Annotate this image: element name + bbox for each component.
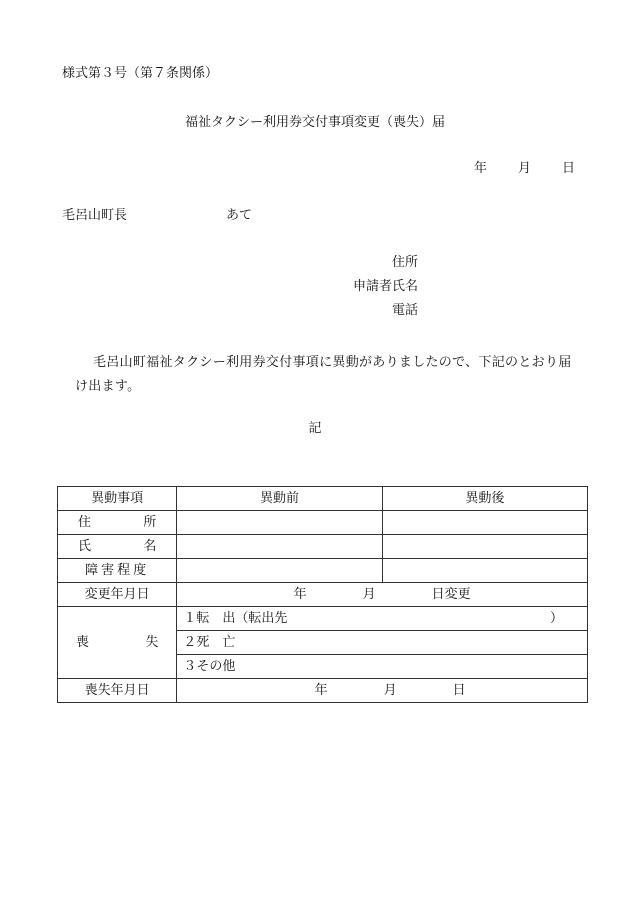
loss-option-other[interactable]: ３その他 [177,655,588,679]
date-month-label: 月 [518,161,532,176]
table-header-row [58,487,588,511]
ki-heading: 記 [308,421,322,436]
form-number: 様式第３号（第７条関係） [62,66,219,81]
disability-after-cell[interactable] [382,559,587,583]
change-table [57,486,588,703]
document-title: 福祉タクシー利用券交付事項変更（喪失）届 [184,115,445,130]
table-row-loss-date [58,679,588,703]
table-row-address [58,511,588,535]
name-after-cell[interactable] [382,535,587,559]
row-label-change-date: 変更年月日 [58,583,177,607]
table-row-change-date [58,583,588,607]
change-date-cell[interactable]: 年 月 日変更 [177,583,588,607]
date-year-label: 年 [474,161,488,176]
address-after-cell[interactable] [382,511,587,535]
row-label-loss: 喪 失 [58,607,177,679]
loss-date-cell[interactable]: 年 月 日 [177,679,588,703]
header-after: 異動後 [382,487,587,511]
row-label-address: 住 所 [58,511,177,535]
header-before: 異動前 [177,487,382,511]
table-row-loss-1 [58,607,588,631]
applicant-address-label: 住所 [391,255,418,270]
applicant-name-label: 申請者氏名 [352,279,418,294]
name-before-cell[interactable] [177,535,382,559]
address-before-cell[interactable] [177,511,382,535]
row-label-disability: 障害程度 [58,559,177,583]
header-item: 異動事項 [58,487,177,511]
date-day-label: 日 [562,161,576,176]
table-row-disability [58,559,588,583]
row-label-name: 氏 名 [58,535,177,559]
loss-option-move-out[interactable]: １転 出（転出先 ） [177,607,588,631]
row-label-loss-date: 喪失年月日 [58,679,177,703]
table-row-name [58,535,588,559]
loss-option-death[interactable]: ２死 亡 [177,631,588,655]
addressee-name: 毛呂山町長 [62,208,128,223]
addressee-suffix: あて [226,208,253,223]
applicant-phone-label: 電話 [391,303,418,318]
disability-before-cell[interactable] [177,559,382,583]
body-paragraph: 毛呂山町福祉タクシー利用券交付事項に異動がありましたので、下記のとおり届け出ます。 [75,355,572,394]
